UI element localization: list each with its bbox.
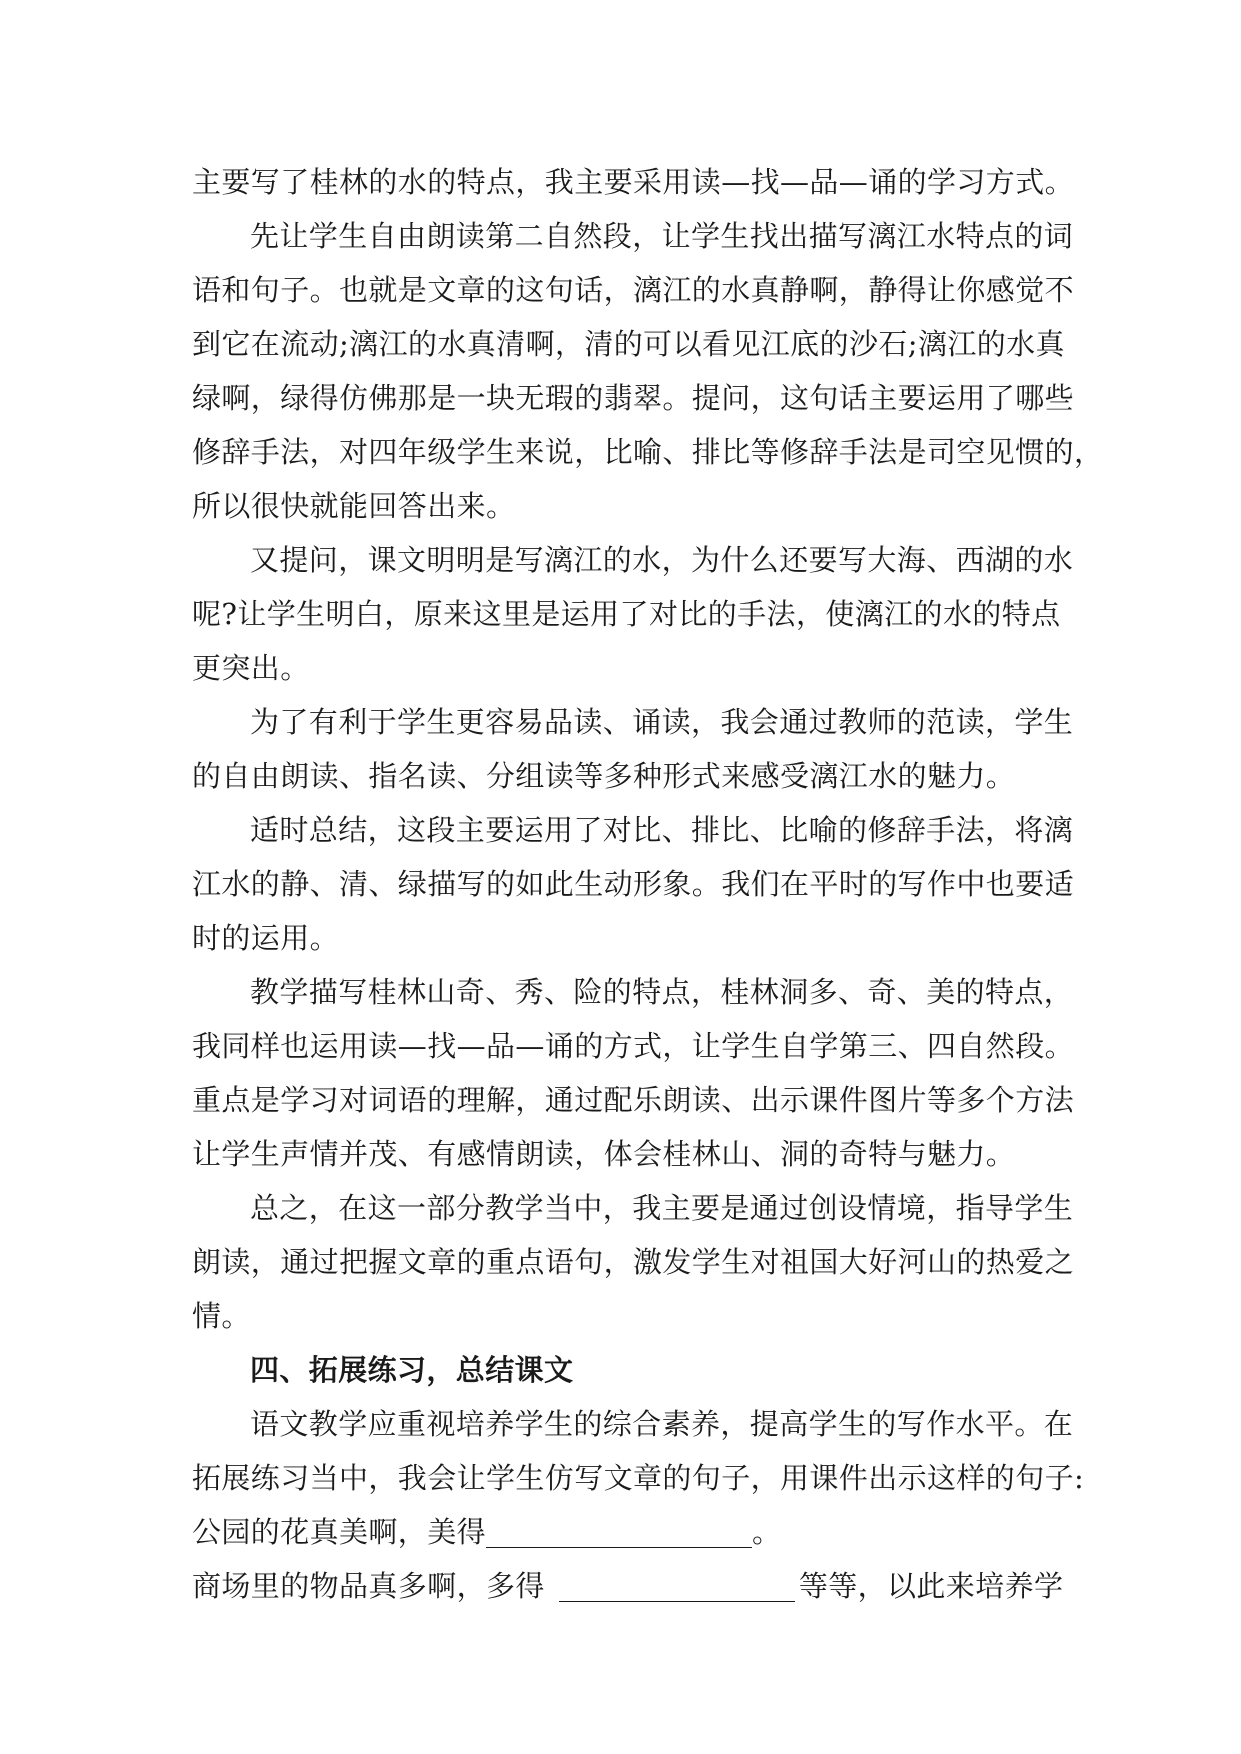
text-line: 语和句子。也就是文章的这句话，漓江的水真静啊，静得让你感觉不 (192, 273, 1075, 307)
paragraph-start: 语文教学应重视培养学生的综合素养，提高学生的写作水平。在 (250, 1407, 1074, 1441)
text-line: 我同样也运用读—找—品—诵的方式，让学生自学第三、四自然段。 (192, 1029, 1075, 1063)
text-line: 主要写了桂林的水的特点，我主要采用读—找—品—诵的学习方式。 (192, 165, 1075, 199)
text-line: 更突出。 (192, 651, 310, 685)
text-line: 时的运用。 (192, 921, 340, 955)
text-line: 江水的静、清、绿描写的如此生动形象。我们在平时的写作中也要适 (192, 867, 1075, 901)
text-line: 修辞手法，对四年级学生来说，比喻、排比等修辞手法是司空见惯的， (192, 435, 1104, 469)
example-sentence-2 (192, 1559, 1062, 1613)
text-line: 绿啊，绿得仿佛那是一块无瑕的翡翠。提问，这句话主要运用了哪些 (192, 381, 1075, 415)
text-line: 情。 (192, 1299, 251, 1333)
paragraph-start: 又提问，课文明明是写漓江的水，为什么还要写大海、西湖的水 (250, 543, 1074, 577)
text-line: 重点是学习对词语的理解，通过配乐朗读、出示课件图片等多个方法 (192, 1083, 1075, 1117)
text-line: 的自由朗读、指名读、分组读等多种形式来感受漓江水的魅力。 (192, 759, 1016, 793)
paragraph-start: 教学描写桂林山奇、秀、险的特点，桂林洞多、奇、美的特点， (250, 975, 1074, 1009)
example-1-end: 。 (752, 1515, 782, 1549)
text-line: 所以很快就能回答出来。 (192, 489, 516, 523)
fill-blank-1 (486, 1513, 752, 1548)
example-2-text: 商场里的物品真多啊，多得 (192, 1569, 545, 1603)
example-1-text: 公园的花真美啊，美得 (192, 1515, 487, 1549)
text-line: 到它在流动;漓江的水真清啊，清的可以看见江底的沙石;漓江的水真 (192, 327, 1065, 361)
text-line: 朗读，通过把握文章的重点语句，激发学生对祖国大好河山的热爱之 (192, 1245, 1075, 1279)
text-line: 让学生声情并茂、有感情朗读，体会桂林山、洞的奇特与魅力。 (192, 1137, 1016, 1171)
paragraph-start: 为了有利于学生更容易品读、诵读，我会通过教师的范读，学生 (250, 705, 1074, 739)
paragraph-start: 总之，在这一部分教学当中，我主要是通过创设情境，指导学生 (250, 1191, 1074, 1225)
text-line: 拓展练习当中，我会让学生仿写文章的句子，用课件出示这样的句子: (192, 1461, 1085, 1495)
paragraph-start: 适时总结，这段主要运用了对比、排比、比喻的修辞手法，将漓 (250, 813, 1074, 847)
section-heading: 四、拓展练习，总结课文 (250, 1353, 574, 1387)
paragraph-start: 先让学生自由朗读第二自然段，让学生找出描写漓江水特点的词 (250, 219, 1074, 253)
fill-blank-2 (559, 1567, 795, 1602)
text-line: 呢?让学生明白，原来这里是运用了对比的手法，使漓江的水的特点 (192, 597, 1061, 631)
example-2-end: 等等，以此来培养学 (798, 1569, 1064, 1603)
document-page (192, 155, 1104, 1613)
example-sentence-1 (192, 1505, 1062, 1559)
